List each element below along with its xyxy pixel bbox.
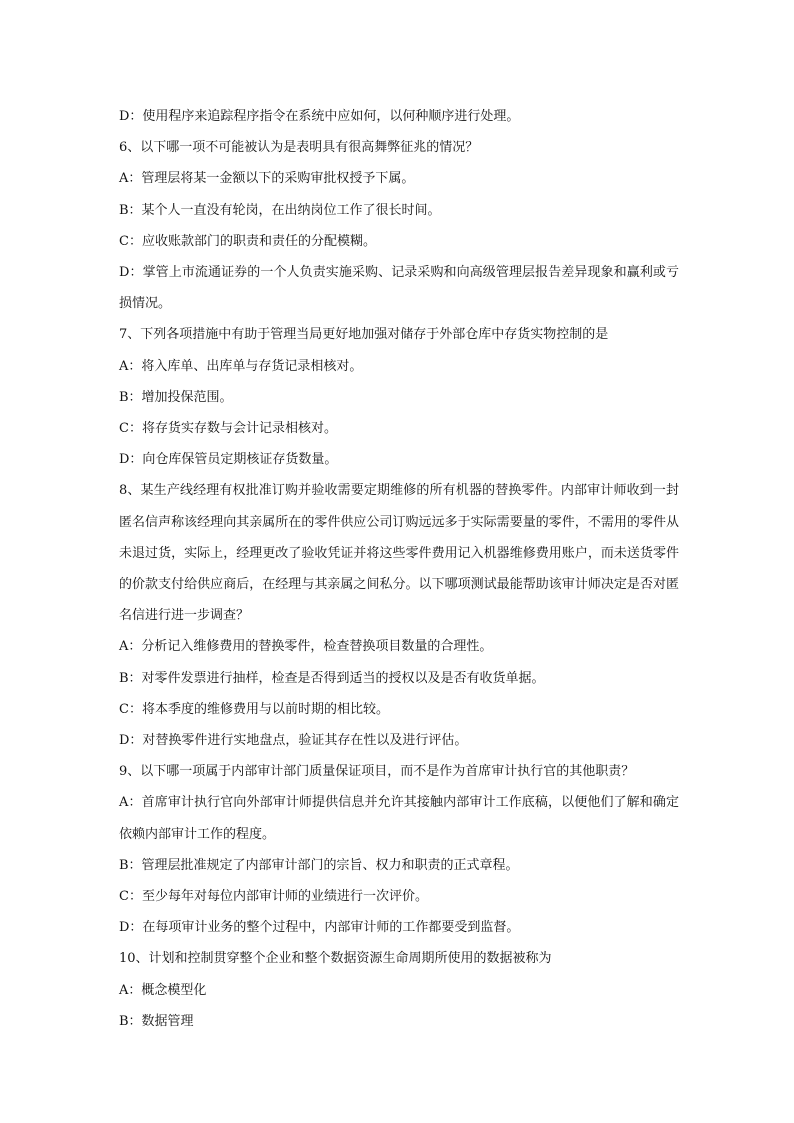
question-7: 7、下列各项措施中有助于管理当局更好地加强对储存于外部仓库中存货实物控制的是 — [119, 327, 609, 343]
option-b-q10: B：数据管理 — [119, 1013, 194, 1029]
option-b-q7: B：增加投保范围。 — [119, 389, 233, 405]
option-a-q10: A：概念模型化 — [119, 982, 207, 998]
option-c-q6: C：应收账款部门的职责和责任的分配模糊。 — [119, 233, 376, 249]
option-c-q8: C：将本季度的维修费用与以前时期的相比较。 — [119, 701, 389, 717]
option-d-q6: D：掌管上市流通证券的一个人负责实施采购、记录采购和向高级管理层报告差异现象和赢利或亏损情况。 — [119, 265, 679, 312]
option-a-q9: A：首席审计执行官向外部审计师提供信息并允许其接触内部审计工作底稿，以便他们了解和确定依赖内部审计工作的程度。 — [119, 795, 679, 842]
option-d-q7: D：向仓库保管员定期核证存货数量。 — [119, 452, 338, 468]
question-6: 6、以下哪一项不可能被认为是表明具有很高舞弊征兆的情况？ — [119, 140, 479, 156]
option-d-q8: D：对替换零件进行实地盘点，验证其存在性以及进行评估。 — [119, 733, 468, 749]
question-9: 9、以下哪一项属于内部审计部门质量保证项目，而不是作为首席审计执行官的其他职责？ — [119, 764, 635, 780]
option-b-q6: B：某个人一直没有轮岗，在出纳岗位工作了很长时间。 — [119, 202, 441, 218]
option-d-q9: D：在每项审计业务的整个过程中，内部审计师的工作都要受到监督。 — [119, 920, 520, 936]
option-a-q6: A：管理层将某一金额以下的采购审批权授予下属。 — [119, 171, 415, 187]
option-d-q5: D：使用程序来追踪程序指令在系统中应如何，以何种顺序进行处理。 — [119, 109, 520, 124]
document-page — [119, 101, 679, 1037]
option-a-q7: A：将入库单、出库单与存货记录相核对。 — [119, 358, 363, 374]
question-10: 10、计划和控制贯穿整个企业和整个数据资源生命周期所使用的数据被称为 — [119, 951, 552, 967]
option-b-q8: B：对零件发票进行抽样，检查是否得到适当的授权以及是否有收货单据。 — [119, 670, 545, 686]
option-a-q8: A：分析记入维修费用的替换零件，检查替换项目数量的合理性。 — [119, 639, 493, 655]
question-8: 8、某生产线经理有权批准订购并验收需要定期维修的所有机器的替换零件。内部审计师收到一封匿名信声称该经理向其亲属所在的零件供应公司订购远远多于实际需要量的零件，不需用的零件从未退过货，实际上，经理更改了验收凭证并将这些零件费用记入机器维修费用账户，而未送货零件的价款支付给供应商后，在经理与其亲属之间私分。以下哪项测试最能帮助该审计师决定是否对匿名信进行进一步调查？ — [119, 483, 679, 624]
option-b-q9: B：管理层批准规定了内部审计部门的宗旨、权力和职责的正式章程。 — [119, 857, 519, 873]
option-c-q9: C：至少每年对每位内部审计师的业绩进行一次评价。 — [119, 889, 428, 905]
option-c-q7: C：将存货实存数与会计记录相核对。 — [119, 421, 337, 437]
